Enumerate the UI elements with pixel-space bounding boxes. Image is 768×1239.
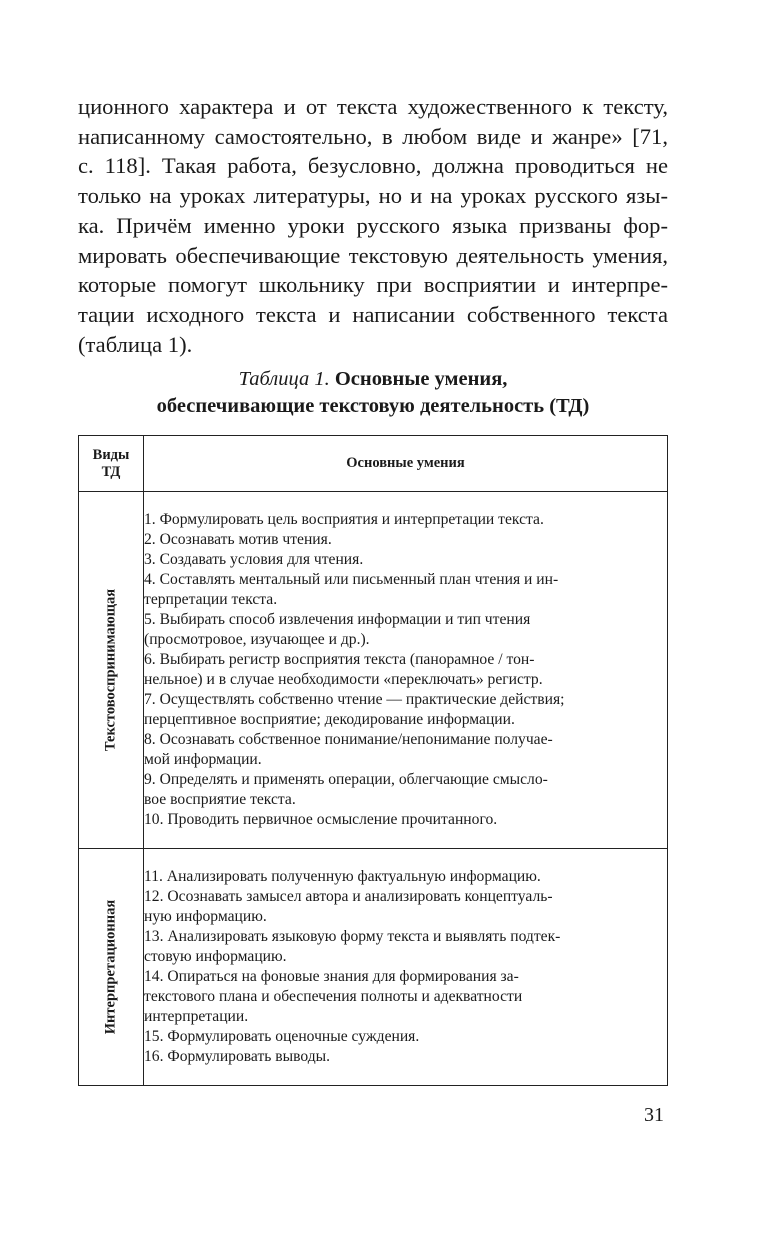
intro-paragraph [78,92,668,359]
header-skills: Основные умения [144,436,668,492]
intro-line: ционного характера и от текста художественного к тексту, [78,94,668,119]
skills-list [144,867,667,1067]
skill-line: 5. Выбирать способ извлечения информации и тип чтения [144,611,531,628]
skill-line: 10. Проводить первичное осмысление прочитанного. [144,811,498,828]
skill-line: 7. Осуществлять собственно чтение — практические действия; [144,691,565,708]
skill-line: интерпретации. [144,1008,249,1025]
skill-line: вое восприятие текста. [144,791,296,808]
type-cell [79,849,144,1086]
skill-line: стовую информацию. [144,948,287,965]
skill-line: 8. Осознавать собственное понимание/непонимание получае- [144,731,553,748]
intro-line: с. 118]. Такая работа, безусловно, должна проводиться не [78,153,668,179]
type-label-perception: Текстовоспринимающая [102,588,119,752]
table-caption-label: Таблица 1. [238,368,330,390]
skills-list [144,510,667,830]
page-number: 31 [644,1104,664,1126]
skill-line: 1. Формулировать цель восприятия и интерпретации текста. [144,511,544,528]
intro-line: ка. Причём именно уроки русского языка призваны фор- [78,212,668,238]
skill-line: 13. Анализировать языковую форму текста и выявлять подтек- [144,928,561,945]
intro-line: только на уроках литературы, но и на уроках русского язы- [78,183,668,209]
header-type-line1: Виды [92,446,130,463]
skill-line: 4. Составлять ментальный или письменный план чтения и ин- [144,571,559,588]
skills-cell [144,849,668,1086]
intro-line: которые помогут школьнику при восприятии и интерпре- [78,272,668,298]
skill-line: 9. Определять и применять операции, облегчающие смысло- [144,771,548,788]
header-type [79,436,144,492]
skill-line: 12. Осознавать замысел автора и анализировать концептуаль- [144,888,553,905]
intro-line: тации исходного текста и написании собственного текста [78,301,668,327]
intro-line: написанному самостоятельно, в любом виде и жанре» [71, [78,123,668,149]
table-caption-title: Основные умения, [334,368,508,390]
skill-line: 2. Осознавать мотив чтения. [144,531,332,548]
table-caption [78,366,668,420]
skills-cell [144,492,668,849]
skill-line: ную информацию. [144,908,267,925]
header-type-line2: ТД [101,463,121,480]
skills-table [78,435,668,1086]
table-row [79,492,668,849]
skill-line: текстового плана и обеспечения полноты и адекватности [144,988,523,1005]
skill-line: 11. Анализировать полученную фактуальную информацию. [144,868,541,885]
skill-line: 3. Создавать условия для чтения. [144,551,364,568]
skill-line: 16. Формулировать выводы. [144,1048,331,1065]
type-label-interpretation: Интерпретационная [102,899,119,1035]
skill-line: нельное) и в случае необходимости «переключать» регистр. [144,671,543,688]
intro-line: мировать обеспечивающие текстовую деятельность умения, [78,242,668,268]
table-row [79,849,668,1086]
skill-line: 15. Формулировать оценочные суждения. [144,1028,420,1045]
skill-line: перцептивное восприятие; декодирование информации. [144,711,515,728]
skill-line: мой информации. [144,751,262,768]
table-caption-subtitle: обеспечивающие текстовую деятельность (ТД) [156,395,590,417]
intro-line: (таблица 1). [78,331,193,357]
type-cell [79,492,144,849]
skill-line: 6. Выбирать регистр восприятия текста (панорамное / тон- [144,651,535,668]
skill-line: 14. Опираться на фоновые знания для формирования за- [144,968,519,985]
table-header-row [79,436,668,492]
skill-line: (просмотровое, изучающее и др.). [144,631,370,648]
skill-line: терпретации текста. [144,591,278,608]
